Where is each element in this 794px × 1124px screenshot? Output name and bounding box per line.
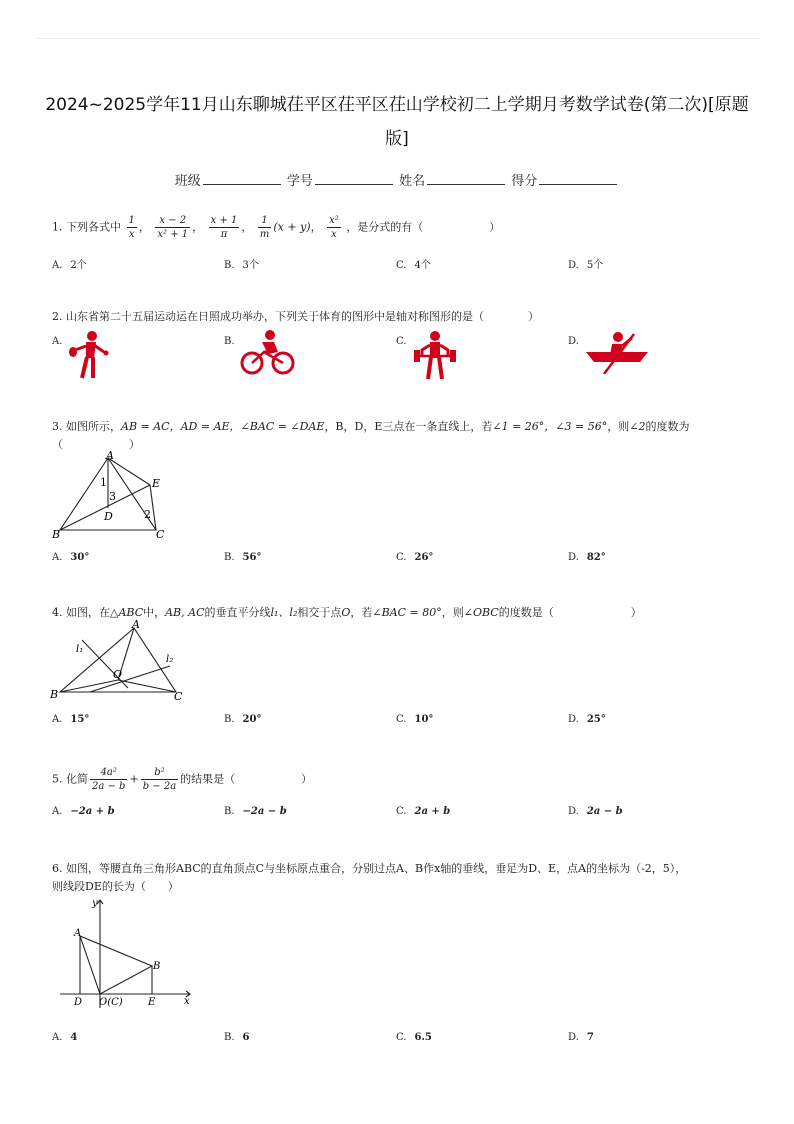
question-text: ，则 bbox=[441, 606, 464, 619]
option-value: 5个 bbox=[586, 260, 604, 271]
option-value: 2个 bbox=[70, 260, 87, 271]
angle-1-label: 1 bbox=[100, 476, 107, 489]
label-d: D bbox=[104, 510, 113, 523]
numerator: 4a² bbox=[90, 766, 127, 780]
numerator: x² bbox=[329, 215, 339, 226]
fraction bbox=[141, 766, 178, 793]
class-label: 班级 bbox=[174, 174, 201, 189]
answer-paren: （ ） bbox=[52, 438, 140, 451]
label-e: E bbox=[152, 477, 161, 490]
fraction bbox=[327, 214, 341, 241]
numerator: b² bbox=[141, 766, 178, 780]
option-value: −2a − b bbox=[242, 806, 287, 817]
fraction bbox=[127, 214, 137, 241]
question-number: 4. bbox=[52, 606, 63, 619]
option-value: 4个 bbox=[414, 260, 431, 271]
denominator: b − 2a bbox=[142, 781, 177, 792]
option-value: 25° bbox=[586, 714, 606, 725]
option-b[interactable] bbox=[224, 552, 261, 563]
denominator: x² + 1 bbox=[157, 229, 189, 240]
question-text: 如图所示， bbox=[66, 420, 121, 433]
math-expression: O bbox=[341, 606, 351, 619]
option-label: A. bbox=[52, 552, 63, 563]
option-a[interactable] bbox=[52, 256, 87, 271]
question-text: 中， bbox=[143, 606, 166, 619]
question-text: 化简 bbox=[66, 772, 88, 786]
label-l1: l₁ bbox=[76, 644, 84, 655]
math-expression: ∠BAC = 80° bbox=[372, 606, 442, 619]
option-c[interactable] bbox=[396, 256, 431, 271]
option-label: D. bbox=[568, 552, 579, 563]
question-text: 山东省第二十五届运动运在日照成功举办，下列关于体育的图形中是轴对称图形的是（ ） bbox=[66, 310, 539, 323]
option-value: 26° bbox=[414, 552, 434, 563]
option-value: 6.5 bbox=[414, 1032, 432, 1043]
math-expression: (x + y) bbox=[273, 220, 311, 234]
numerator: 1 bbox=[258, 214, 271, 228]
option-c[interactable] bbox=[396, 806, 450, 817]
student-id-label: 学号 bbox=[286, 174, 313, 189]
option-value: 30° bbox=[70, 552, 90, 563]
denominator: x bbox=[331, 229, 337, 240]
numerator: x − 2 bbox=[155, 214, 190, 228]
name-label: 姓名 bbox=[399, 174, 426, 189]
question-text: 的度数是（ ） bbox=[498, 606, 642, 619]
numerator: x + 1 bbox=[210, 215, 238, 226]
math-expression: △ABC bbox=[110, 606, 144, 619]
option-value: 2a + b bbox=[414, 806, 451, 817]
question-number: 5. bbox=[52, 772, 63, 786]
option-label: C. bbox=[396, 336, 407, 347]
denominator: m bbox=[259, 229, 270, 240]
option-value: 20° bbox=[242, 714, 262, 725]
option-label: B. bbox=[224, 260, 235, 271]
option-label: B. bbox=[224, 806, 235, 817]
question-3 bbox=[52, 418, 752, 454]
numerator: 1 bbox=[128, 215, 135, 226]
question-text: 相交于点 bbox=[297, 606, 342, 619]
label-y: y bbox=[92, 898, 98, 909]
option-label: A. bbox=[52, 336, 63, 347]
option-label: C. bbox=[396, 806, 407, 817]
option-label: C. bbox=[396, 260, 407, 271]
weightlifter-icon bbox=[414, 330, 456, 380]
option-value: 2a − b bbox=[586, 806, 623, 817]
option-label: A. bbox=[52, 260, 63, 271]
question-5 bbox=[52, 766, 312, 793]
math-expression: AB = AC，AD = AE，∠BAC = ∠DAE bbox=[121, 420, 325, 433]
option-d[interactable] bbox=[568, 1032, 594, 1043]
q3-triangle-figure bbox=[52, 450, 172, 542]
label-a: A bbox=[132, 618, 140, 631]
question-text: ，B，D，E三点在一条直线上，若 bbox=[324, 420, 493, 433]
option-c[interactable] bbox=[396, 714, 433, 725]
option-c[interactable] bbox=[396, 336, 406, 347]
math-expression: AB, AC bbox=[165, 606, 205, 619]
plus-sign: + bbox=[129, 772, 139, 786]
label-origin: O(C) bbox=[99, 997, 123, 1008]
option-label: B. bbox=[224, 714, 235, 725]
top-divider bbox=[36, 38, 758, 39]
option-a[interactable] bbox=[52, 552, 89, 563]
option-label: D. bbox=[568, 336, 579, 347]
option-label: C. bbox=[396, 714, 407, 725]
label-c: C bbox=[156, 528, 165, 541]
option-b[interactable] bbox=[224, 336, 235, 347]
option-label: B. bbox=[224, 336, 235, 347]
option-value: 4 bbox=[70, 1032, 78, 1043]
label-c: C bbox=[174, 690, 183, 703]
option-label: A. bbox=[52, 1032, 63, 1043]
ping-pong-player-icon bbox=[66, 330, 110, 380]
question-number: 6. bbox=[52, 862, 63, 875]
name-blank[interactable] bbox=[427, 172, 505, 185]
denominator: π bbox=[220, 229, 228, 240]
question-text: 的垂直平分线 bbox=[204, 606, 271, 619]
option-label: D. bbox=[568, 260, 579, 271]
option-label: A. bbox=[52, 714, 63, 725]
question-text-tail: 的结果是（ ） bbox=[180, 772, 313, 786]
option-label: D. bbox=[568, 714, 579, 725]
option-a[interactable] bbox=[52, 1032, 77, 1043]
option-label: B. bbox=[224, 552, 235, 563]
question-text: ，若 bbox=[350, 606, 373, 619]
option-label: B. bbox=[224, 1032, 235, 1043]
option-a[interactable] bbox=[52, 336, 62, 347]
option-label: C. bbox=[396, 1032, 407, 1043]
option-label: A. bbox=[52, 806, 63, 817]
option-d[interactable] bbox=[568, 552, 606, 563]
question-text: 的度数为 bbox=[645, 420, 690, 433]
fraction bbox=[90, 766, 127, 793]
option-label: D. bbox=[568, 1032, 579, 1043]
option-b[interactable] bbox=[224, 1032, 250, 1043]
student-info-line bbox=[0, 170, 794, 189]
option-value: 82° bbox=[586, 552, 606, 563]
fraction bbox=[258, 214, 271, 241]
option-d[interactable] bbox=[568, 714, 606, 725]
denominator: x bbox=[128, 229, 135, 240]
question-text: 则线段DE的长为（ ） bbox=[52, 880, 179, 893]
option-value: 7 bbox=[586, 1032, 594, 1043]
question-text-tail: ，是分式的有（ ） bbox=[346, 220, 501, 234]
option-label: D. bbox=[568, 806, 579, 817]
question-6 bbox=[52, 860, 752, 896]
denominator: 2a − b bbox=[92, 781, 126, 792]
option-value: 15° bbox=[70, 714, 90, 725]
score-blank[interactable] bbox=[539, 172, 617, 185]
angle-2-label: 2 bbox=[144, 508, 151, 521]
score-label: 得分 bbox=[511, 174, 538, 189]
option-value: 3个 bbox=[242, 260, 259, 271]
question-2 bbox=[52, 308, 539, 324]
label-a: A bbox=[106, 450, 114, 462]
question-text: 如图，在 bbox=[66, 606, 110, 619]
math-expression: l₁、l₂ bbox=[270, 606, 298, 619]
option-a[interactable] bbox=[52, 806, 115, 817]
q6-coordinate-figure bbox=[56, 894, 196, 1012]
option-value: 10° bbox=[414, 714, 434, 725]
option-value: 56° bbox=[242, 552, 262, 563]
student-id-blank[interactable] bbox=[315, 172, 393, 185]
cyclist-icon bbox=[238, 330, 298, 376]
class-blank[interactable] bbox=[203, 172, 281, 185]
option-value: −2a + b bbox=[70, 806, 115, 817]
option-c[interactable] bbox=[396, 552, 433, 563]
option-b[interactable] bbox=[224, 714, 261, 725]
option-a[interactable] bbox=[52, 714, 89, 725]
option-d[interactable] bbox=[568, 256, 603, 271]
option-value: 6 bbox=[242, 1032, 250, 1043]
math-expression: ∠1 = 26°，∠3 = 56° bbox=[492, 420, 608, 433]
option-d[interactable] bbox=[568, 336, 579, 347]
label-b: B bbox=[50, 688, 59, 701]
option-label: C. bbox=[396, 552, 407, 563]
question-number: 3. bbox=[52, 420, 63, 433]
fraction bbox=[209, 214, 240, 241]
question-text: 下列各式中 bbox=[66, 220, 121, 234]
question-1: 1. 下列各式中 $\frac{1}{x}$ ， $\frac{x - 2}{\text{x² + 1}}$ ， $\frac{x + 1}{\pi}$ ， $\frac{1}{m}$ (x + y)， $\frac{\text{x²}}{x}$ ，是分式的有（ ） bbox=[52, 215, 501, 240]
math-expression: ∠OBC bbox=[463, 606, 499, 619]
option-b[interactable] bbox=[224, 256, 259, 271]
label-d: D bbox=[74, 997, 83, 1008]
question-text: ，则 bbox=[607, 420, 630, 433]
math-expression: ∠2 bbox=[629, 420, 646, 433]
fraction bbox=[155, 214, 190, 241]
label-x: x bbox=[184, 996, 190, 1007]
rower-icon bbox=[586, 332, 648, 374]
option-c[interactable] bbox=[396, 1032, 432, 1043]
label-e: E bbox=[148, 997, 156, 1008]
label-b: B bbox=[52, 528, 61, 541]
question-number: 1. bbox=[52, 220, 63, 234]
label-b: B bbox=[153, 961, 161, 972]
label-a: A bbox=[74, 928, 82, 939]
option-d[interactable] bbox=[568, 806, 623, 817]
page-title: 2024~2025学年11月山东聊城茌平区茌平区茌山学校初二上学期月考数学试卷(第二次)[原题版] bbox=[45, 95, 749, 149]
question-text: 如图，等腰直角三角形ABC的直角顶点C与坐标原点重合，分别过点A、B作x轴的垂线，垂足为D、E，点A的坐标为（-2，5）， bbox=[66, 862, 687, 875]
label-l2: l₂ bbox=[166, 654, 174, 665]
label-o: O bbox=[113, 668, 123, 681]
q4-triangle-figure bbox=[50, 618, 190, 704]
angle-3-label: 3 bbox=[109, 490, 116, 503]
question-number: 2. bbox=[52, 310, 63, 323]
option-b[interactable] bbox=[224, 806, 287, 817]
